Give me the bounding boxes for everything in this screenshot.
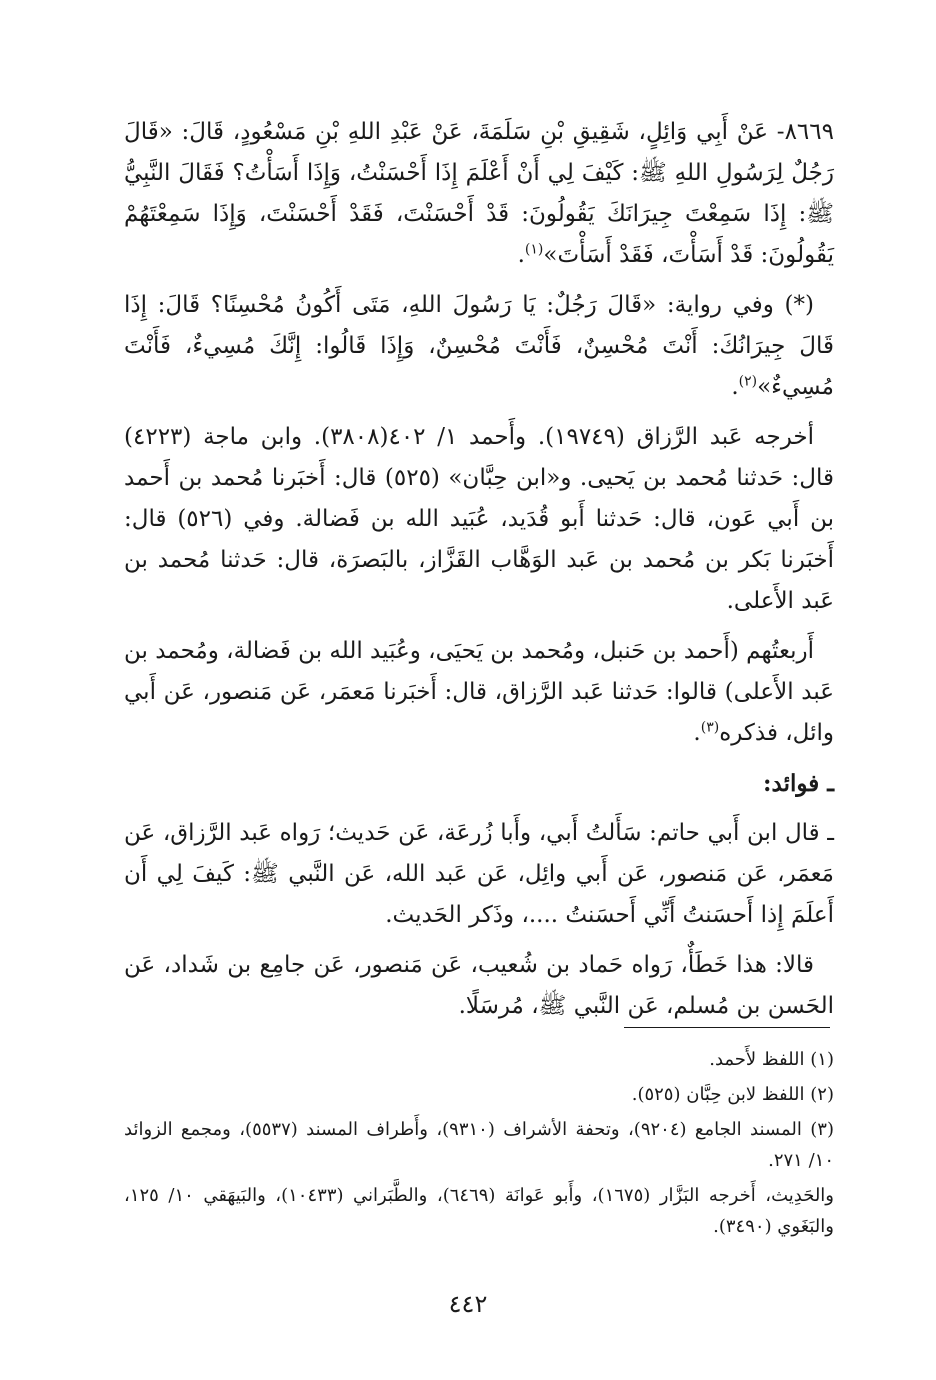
footnote-2: (٢) اللفظ لابن حِبَّان (٥٢٥). [631,1084,834,1105]
footnote-1: (١) اللفظ لأَحمد. [709,1049,834,1070]
footnote-ref-1: (١) [524,241,544,258]
takhrij-paragraph: أخرجه عَبد الرَّزاق (١٩٧٤٩). وأَحمد ١/ ٤٠٢(٣٨٠٨). وابن ماجة (٤٢٢٣) قال: حَدثنا مُحمد بن يَحيى. و«ابن حِبَّان» (٥٢٥) قال: أَخبَرنا مُحمد بن أَحمد بن أَبي عَون، قال: حَدثنا أَبو قُدَيد، عُبَيد الله بن فَضالة. وفي (٥٢٦) قال: أَخبَرنا بَكر بن مُحمد بن عَبد الوَهَّاب القَزَّاز، بالبَصرَة، قال: حَدثنا مُحمد بن عَبد الأَعلى. [124,424,835,614]
hadith-text: ٨٦٦٩- عَنْ أَبِي وَائِلٍ، شَقِيقِ بْنِ سَلَمَةَ، عَنْ عَبْدِ اللهِ بْنِ مَسْعُودٍ، قَالَ: «قَالَ رَجُلٌ لِرَسُولِ اللهِ ﷺ: كَيْفَ لِي أَنْ أَعْلَمَ إِذَا أَحْسَنْتُ، وَإِذَا أَسَأْتُ؟ فَقَالَ النَّبِيُّ ﷺ: إِذَا سَمِعْتَ جِيرَانَكَ يَقُولُونَ: قَدْ أَحْسَنْتَ، فَقَدْ أَحْسَنْتَ، وَإِذَا سَمِعْتَهُمْ يَقُولُونَ: قَدْ أَسَأْتَ، فَقَدْ أَسَأْتَ» [124,119,834,268]
footnote-ref-2: (٢) [738,373,758,390]
hadith-paragraph: ٨٦٦٩- عَنْ أَبِي وَائِلٍ، شَقِيقِ بْنِ سَلَمَةَ، عَنْ عَبْدِ اللهِ بْنِ مَسْعُودٍ، قَالَ: «قَالَ رَجُلٌ لِرَسُولِ اللهِ ﷺ: كَيْفَ لِي أَنْ أَعْلَمَ إِذَا أَحْسَنْتُ، وَإِذَا أَسَأْتُ؟ فَقَالَ النَّبِيُّ ﷺ: إِذَا سَمِعْتَ جِيرَانَكَ يَقُولُونَ: قَدْ أَحْسَنْتَ، فَقَدْ أَحْسَنْتَ، وَإِذَا سَمِعْتَهُمْ يَقُولُونَ: قَدْ أَسَأْتَ، فَقَدْ أَسَأْتَ»$^{(١)}$. [124,119,834,268]
footnote-4: والحَدِيث، أَخرجه البَزَّار (١٦٧٥)، وأَبو عَوانَة (٦٤٦٩)، والطَّبَراني (١٠٤٣٣)، والبَيهَقي ١٠/ ١٢٥، والبَغَوي (٣٤٩٠). [124,1185,834,1237]
isnad-text: أَربعتُهم (أَحمد بن حَنبل، ومُحمد بن يَحيَى، وعُبَيد الله بن فَضالة، ومُحمد بن عَبد الأَعلى) قالوا: حَدثنا عَبد الرَّزاق، قال: أَخبَرنا مَعمَر، عَن مَنصور، عَن أَبي وائل، فذكره [123,638,834,746]
footnote-ref-3: (٣) [700,719,720,736]
ibn-abi-hatim-paragraph: ـ قال ابن أَبي حاتم: سَأَلتُ أَبي، وأَبا زُرعَة، عَن حَديث؛ رَواه عَبد الرَّزاق، عَن مَعمَر، عَن مَنصور، عَن أَبي وائِل، عَن عَبد الله، عَن النَّبي ﷺ: كَيفَ لِي أَن أَعلَمَ إِذا أَحسَنتُ أَنِّي أَحسَنتُ ....، وذَكر الحَديث. [124,820,834,928]
isnad-paragraph: أَربعتُهم (أَحمد بن حَنبل، ومُحمد بن يَحيَى، وعُبَيد الله بن فَضالة، ومُحمد بن عَبد الأَعلى) قالوا: حَدثنا عَبد الرَّزاق، قال: أَخبَرنا مَعمَر، عَن مَنصور، عَن أَبي وائل، فذكره$^{(٣)}$. [123,638,834,746]
page-number: ٤٤٢ [448,1290,488,1318]
ruling-paragraph: قالا: هذا خَطَأٌ، رَواه حَماد بن شُعيب، عَن مَنصور، عَن جامِع بن شَداد، عَن الحَسن بن مُسلم، عَن النَّبي ﷺ، مُرسَلًا. [124,952,834,1019]
footnote-divider [624,1027,830,1028]
main-text [124,112,834,1036]
footnote-3: (٣) المسند الجامع (٩٢٠٤)، وتحفة الأشراف (٩٣١٠)، وأَطراف المسند (٥٥٣٧)، ومجمع الزوائد ١٠/ ٢٧١. [124,1119,834,1171]
benefits-heading: ـ فوائد: [763,770,834,797]
footnotes [124,1044,834,1246]
narration-variant-text: (*) وفي رواية: «قَالَ رَجُلٌ: يَا رَسُولَ اللهِ، مَتَى أَكُونُ مُحْسِنًا؟ قَالَ: إِذَا قَالَ جِيرَانُكَ: أَنْتَ مُحْسِنٌ، فَأَنْتَ مُحْسِنٌ، وَإِذَا قَالُوا: إِنَّكَ مُسِيءٌ، فَأَنْتَ مُسِيءٌ» [124,292,834,400]
narration-variant-paragraph: (*) وفي رواية: «قَالَ رَجُلٌ: يَا رَسُولَ اللهِ، مَتَى أَكُونُ مُحْسِنًا؟ قَالَ: إِذَا قَالَ جِيرَانُكَ: أَنْتَ مُحْسِنٌ، فَأَنْتَ مُحْسِنٌ، وَإِذَا قَالُوا: إِنَّكَ مُسِيءٌ، فَأَنْتَ مُسِيءٌ»$^{(٢)}$. [124,292,834,400]
